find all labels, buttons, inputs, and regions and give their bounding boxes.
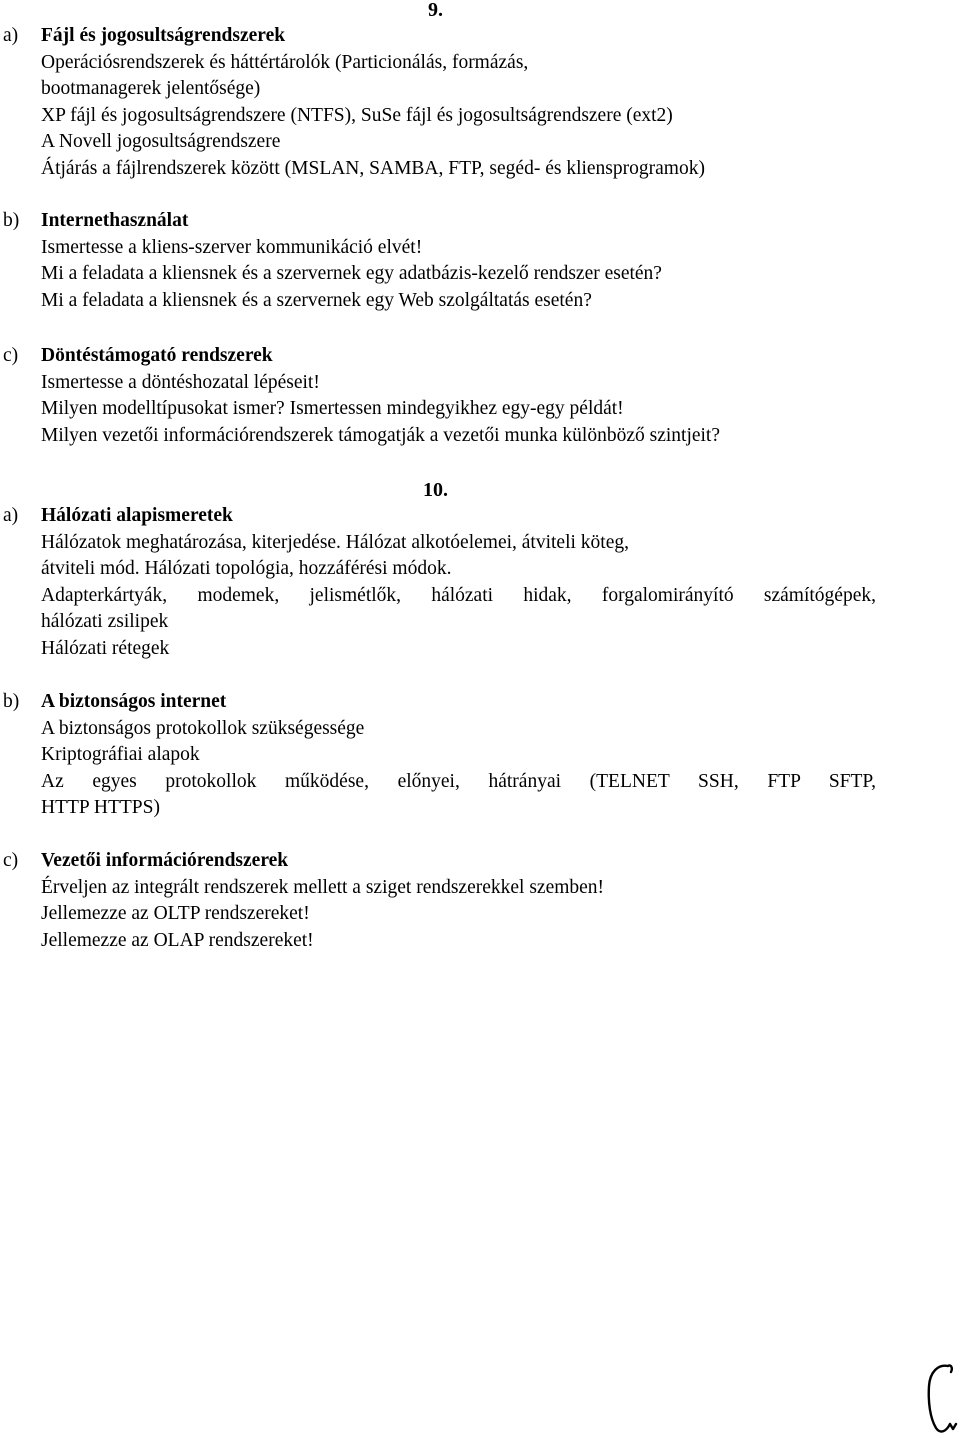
handwritten-mark (918, 1358, 958, 1438)
body-line: Jellemezze az OLAP rendszereket! (41, 929, 314, 951)
body-line: hálózati zsilipek (41, 611, 169, 632)
body-line: Érveljen az integrált rendszerek mellett a sziget rendszerekkel szemben! (41, 876, 605, 898)
item-letter: c) (3, 850, 19, 871)
body-line: Adapterkártyák, modemek, jelismétlők, hálózati hidak, forgalomirányító számítógépek, (41, 584, 876, 606)
body-line: Ismertesse a döntéshozatal lépéseit! (41, 371, 320, 393)
body-line: Milyen modelltípusokat ismer? Ismertessen mindegyikhez egy-egy példát! (41, 398, 624, 419)
section-title: Hálózati alapismeretek (41, 505, 233, 526)
section-title: Döntéstámogató rendszerek (41, 345, 273, 366)
section-title: A biztonságos internet (41, 691, 227, 712)
section-title: Internethasználat (41, 210, 189, 231)
section-body (41, 50, 876, 183)
item-letter: a) (3, 505, 19, 526)
item-letter: a) (3, 25, 19, 46)
item-letter: c) (3, 345, 19, 366)
section-body (41, 530, 876, 663)
body-line: Hálózati rétegek (41, 637, 170, 659)
section-heading (0, 23, 960, 50)
section-10c (0, 848, 960, 954)
section-body (41, 235, 876, 315)
section-heading (0, 503, 960, 530)
section-body (41, 716, 876, 822)
body-line: A biztonságos protokollok szükségessége (41, 717, 365, 739)
body-line: bootmanagerek jelentősége) (41, 78, 261, 99)
section-9b (0, 208, 960, 314)
body-line: HTTP HTTPS) (41, 797, 160, 818)
body-line: Mi a feladata a kliensnek és a szervernek egy Web szolgáltatás esetén? (41, 289, 592, 311)
item-letter: b) (3, 210, 20, 231)
body-line: Operációsrendszerek és háttértárolók (Particionálás, formázás, (41, 51, 529, 73)
section-body (41, 370, 876, 450)
item-letter: b) (3, 691, 20, 712)
section-9a (0, 23, 960, 182)
body-line: Hálózatok meghatározása, kiterjedése. Hálózat alkotóelemei, átviteli köteg, (41, 531, 629, 553)
section-number-10: 10. (423, 479, 448, 501)
body-line: Milyen vezetői információrendszerek támogatják a vezetői munka különböző szintjeit? (41, 424, 721, 446)
body-line: XP fájl és jogosultságrendszere (NTFS), SuSe fájl és jogosultságrendszere (ext2) (41, 104, 673, 126)
body-line: Átjárás a fájlrendszerek között (MSLAN, SAMBA, FTP, segéd- és kliensprogramok) (41, 157, 705, 179)
body-line: Kriptográfiai alapok (41, 744, 200, 765)
body-line: átviteli mód. Hálózati topológia, hozzáférési módok. (41, 558, 452, 579)
section-body (41, 875, 876, 955)
section-title: Vezetői információrendszerek (41, 850, 289, 871)
body-line: Ismertesse a kliens-szerver kommunikáció elvét! (41, 236, 423, 258)
section-heading (0, 343, 960, 370)
body-line: A Novell jogosultságrendszere (41, 131, 281, 152)
section-title: Fájl és jogosultságrendszerek (41, 25, 286, 46)
body-line: Mi a feladata a kliensnek és a szervernek egy adatbázis-kezelő rendszer esetén? (41, 263, 662, 284)
section-9c (0, 343, 960, 449)
body-line: Az egyes protokollok működése, előnyei, hátrányai (TELNET SSH, FTP SFTP, (41, 770, 876, 792)
section-heading (0, 689, 960, 716)
section-10a (0, 503, 960, 662)
section-number-9: 9. (428, 0, 443, 21)
section-10b (0, 689, 960, 822)
section-heading (0, 208, 960, 235)
body-line: Jellemezze az OLTP rendszereket! (41, 903, 310, 924)
section-heading (0, 848, 960, 875)
